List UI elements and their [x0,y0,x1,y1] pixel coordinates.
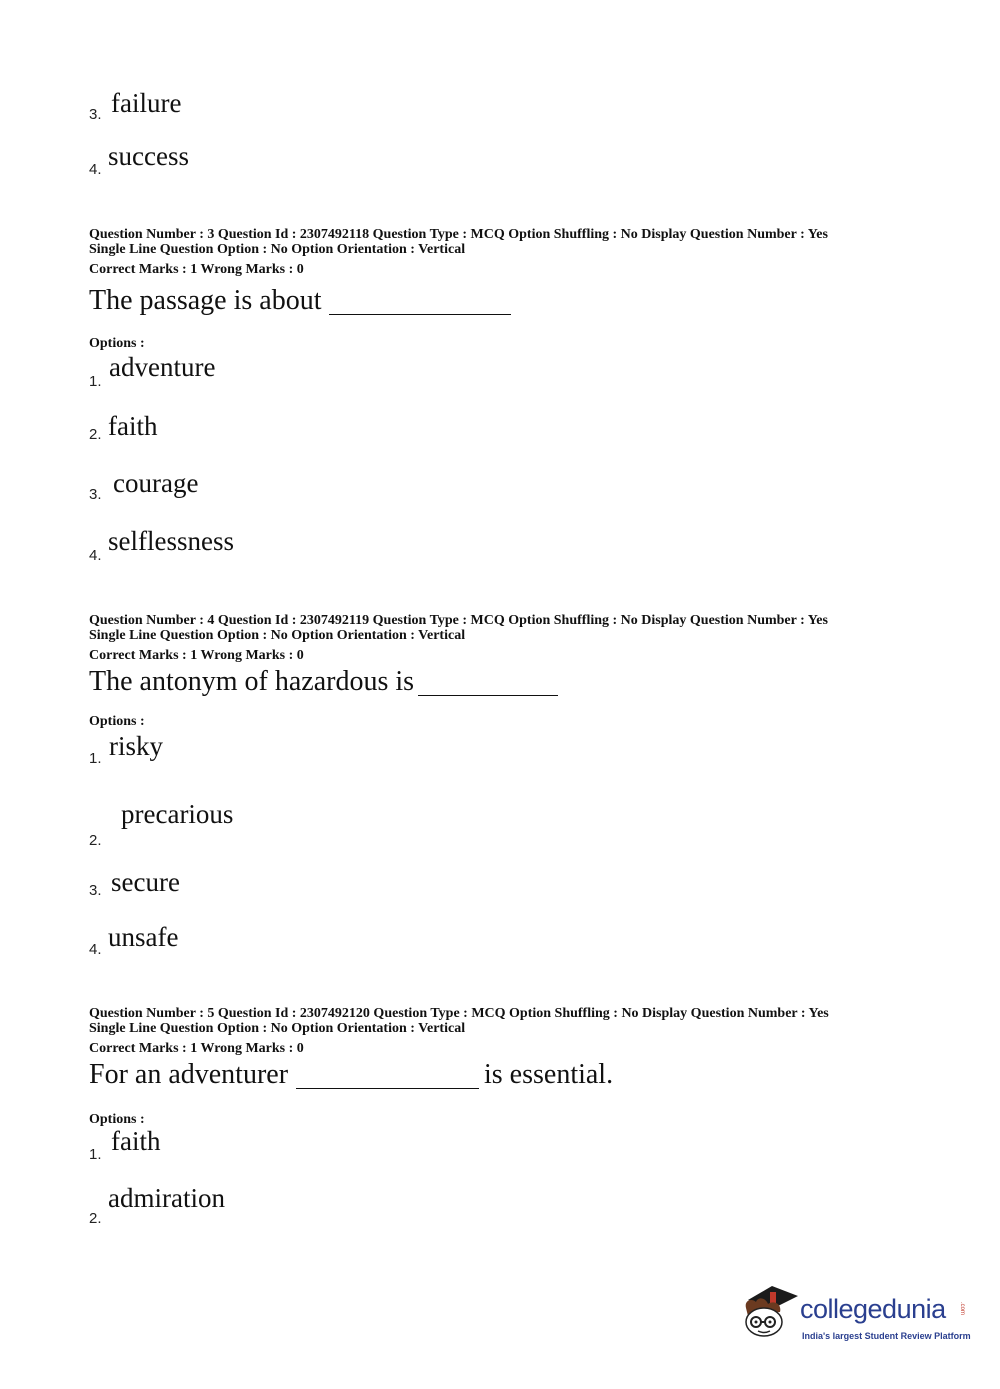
option-number: 4. [89,547,102,564]
option-text: selflessness [108,526,234,556]
option-number: 1. [89,373,102,390]
question-meta: Single Line Question Option : No Option Orientation : Vertical [89,628,466,643]
question-meta: Single Line Question Option : No Option Orientation : Vertical [89,242,466,257]
question-meta: Question Number : 5 Question Id : 2307492120 Question Type : MCQ Option Shuffling : No Display Question Number : Yes [89,1006,829,1021]
question-text: The antonym of hazardous is [89,666,415,697]
question-meta: Single Line Question Option : No Option Orientation : Vertical [89,1021,466,1036]
logo-tagline: India's largest Student Review Platform [802,1331,971,1341]
option-text: failure [111,88,182,118]
option-number: 3. [89,486,102,503]
collegedunia-logo[interactable] [740,1282,970,1352]
options-label: Options : [89,1112,145,1127]
question-text: For an adventurer [89,1059,289,1090]
options-label: Options : [89,336,145,351]
options-label: Options : [89,714,145,729]
question-marks: Correct Marks : 1 Wrong Marks : 0 [89,262,304,277]
option-text: precarious [121,799,234,829]
answer-blank [329,314,511,315]
question-text-continued: is essential. [484,1059,614,1090]
option-text: success [108,141,189,171]
mascot-icon [740,1282,800,1344]
option-number: 1. [89,750,102,767]
option-number: 2. [89,1210,102,1227]
answer-blank [418,695,558,696]
option-text: unsafe [108,922,179,952]
question-meta: Question Number : 4 Question Id : 2307492119 Question Type : MCQ Option Shuffling : No Display Question Number : Yes [89,613,828,628]
question-meta: Question Number : 3 Question Id : 2307492118 Question Type : MCQ Option Shuffling : No Display Question Number : Yes [89,227,828,242]
option-number: 4. [89,161,102,178]
option-number: 4. [89,941,102,958]
option-number: 1. [89,1146,102,1163]
answer-blank [296,1088,479,1089]
option-number: 2. [89,426,102,443]
option-text: faith [111,1126,161,1156]
logo-wordmark: collegedunia [800,1294,946,1324]
option-number: 2. [89,832,102,849]
option-text: courage [113,468,199,498]
option-text: secure [111,867,180,897]
question-text: The passage is about [89,285,322,316]
option-number: 3. [89,882,102,899]
logo-suffix: .com [959,1302,965,1316]
option-text: admiration [108,1183,225,1213]
question-marks: Correct Marks : 1 Wrong Marks : 0 [89,1041,304,1056]
option-text: faith [108,411,158,441]
option-text: adventure [109,352,216,382]
option-number: 3. [89,106,102,123]
question-marks: Correct Marks : 1 Wrong Marks : 0 [89,648,304,663]
option-text: risky [109,731,163,761]
